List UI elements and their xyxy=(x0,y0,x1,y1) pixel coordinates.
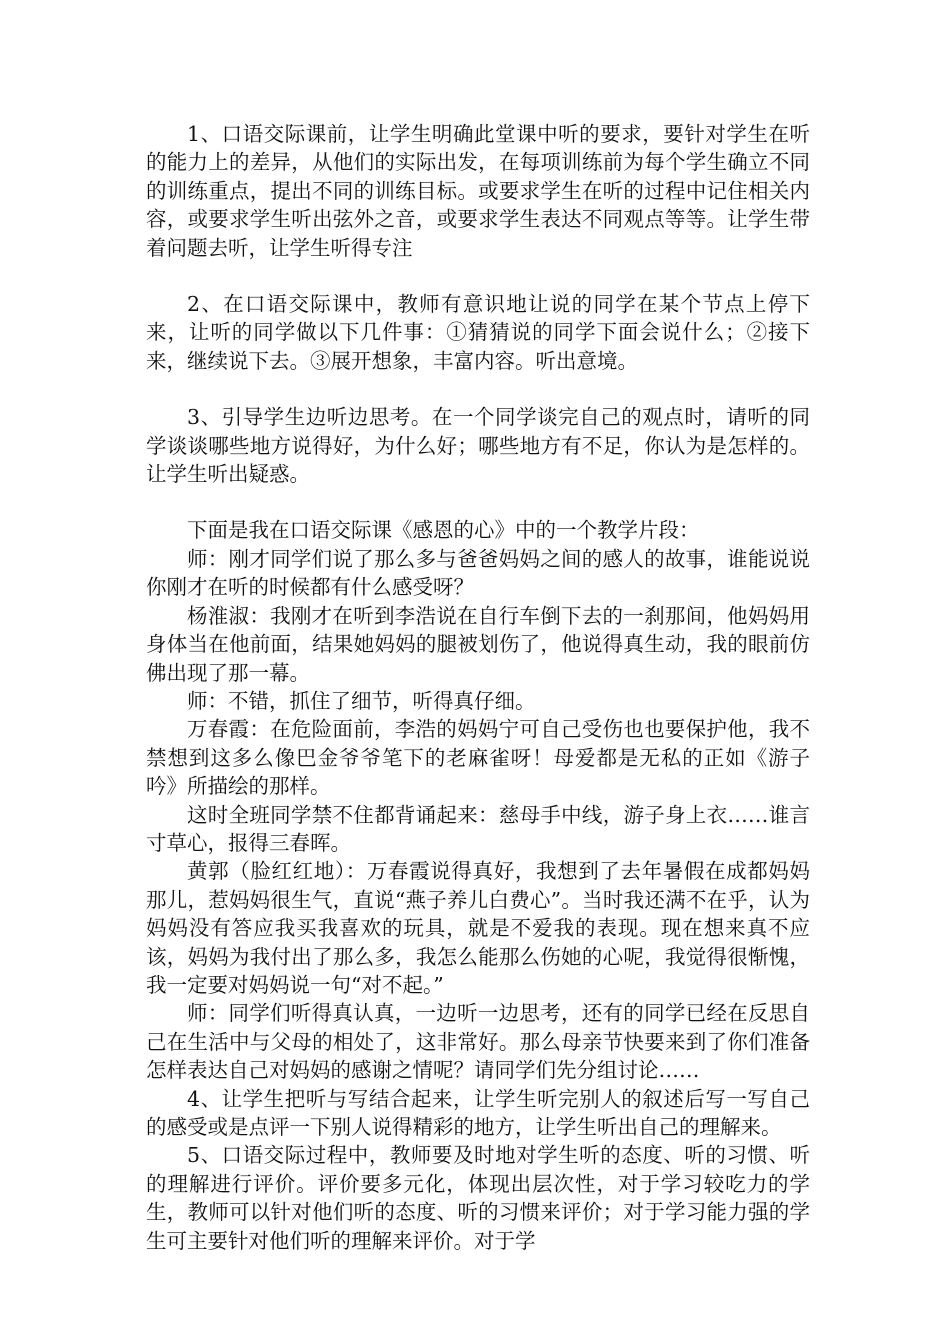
class-recitation: 这时全班同学禁不住都背诵起来：慈母手中线，游子身上衣……谁言寸草心，报得三春晖。 xyxy=(146,802,810,855)
dialogue-teacher-1: 师：刚才同学们说了那么多与爸爸妈妈之间的感人的故事，谁能说说你刚才在听的时候都有什么感受呀？ xyxy=(146,546,810,600)
paragraph-1: 1、口语交际课前，让学生明确此堂课中听的要求，要针对学生在听的能力上的差异，从他们的实际出发，在每项训练前为每个学生确立不同的训练重点，提出不同的训练目标。或要求学生在听的过程中记住相关内容，或要求学生听出弦外之音，或要求学生表达不同观点等等。让学生带着问题去听，让学生听得专注 xyxy=(146,122,810,260)
paragraph-gap xyxy=(146,375,810,403)
document-page xyxy=(146,120,810,1255)
paragraph-5: 5、口语交际过程中，教师要及时地对学生听的态度、听的习惯、听的理解进行评价。评价要多元化，体现出层次性，对于学习较吃力的学生，教师可以针对他们听的态度、听的习惯来评价；对于学习能力强的学生可主要针对他们听的理解来评价。对于学 xyxy=(146,1143,810,1253)
paragraph-4: 4、让学生把听与写结合起来，让学生听完别人的叙述后写一写自己的感受或是点评一下别人说得精彩的地方，让学生听出自己的理解来。 xyxy=(146,1086,810,1139)
teaching-excerpt-intro: 下面是我在口语交际课《感恩的心》中的一个教学片段： xyxy=(187,518,700,543)
paragraph-gap xyxy=(146,262,810,290)
dialogue-teacher-3: 师：同学们听得真认真，一边听一边思考，还有的同学已经在反思自己在生活中与父母的相处了，这非常好。那么母亲节快要来到了你们准备怎样表达自己对妈妈的感谢之情呢？请同学们先分组讨论…… xyxy=(146,1001,810,1083)
dialogue-huang: 黄郭（脸红红地）：万春霞说得真好，我想到了去年暑假在成都妈妈那儿，惹妈妈很生气，直说“燕子养儿白费心”。当时我还满不在乎，认为妈妈没有答应我买我喜欢的玩具，就是不爱我的表现。现在想来真不应该，妈妈为我付出了那么多，我怎么能那么伤她的心呢，我觉得很惭愧，我一定要对妈妈说一句“对不起。” xyxy=(146,859,810,997)
paragraph-3: 3、引导学生边听边思考。在一个同学谈完自己的观点时，请听的同学谈谈哪些地方说得好，为什么好；哪些地方有不足，你认为是怎样的。让学生听出疑惑。 xyxy=(146,405,810,487)
dialogue-yang: 杨淮淑：我刚才在听到李浩说在自行车倒下去的一刹那间，他妈妈用身体当在他前面，结果她妈妈的腿被划伤了，他说得真生动，我的眼前仿佛出现了那一幕。 xyxy=(146,603,810,685)
paragraph-gap xyxy=(146,488,810,516)
paragraph-2: 2、在口语交际课中，教师有意识地让说的同学在某个节点上停下来，让听的同学做以下几件事：①猜猜说的同学下面会说什么；②接下来，继续说下去。③展开想象，丰富内容。听出意境。 xyxy=(146,292,810,373)
dialogue-teacher-2: 师：不错，抓住了细节，听得真仔细。 xyxy=(187,688,536,713)
dialogue-wan: 万春霞：在危险面前，李浩的妈妈宁可自己受伤也也要保护他，我不禁想到这多么像巴金爷爷笔下的老麻雀呀！母爱都是无私的正如《游子吟》所描绘的那样。 xyxy=(146,717,810,799)
